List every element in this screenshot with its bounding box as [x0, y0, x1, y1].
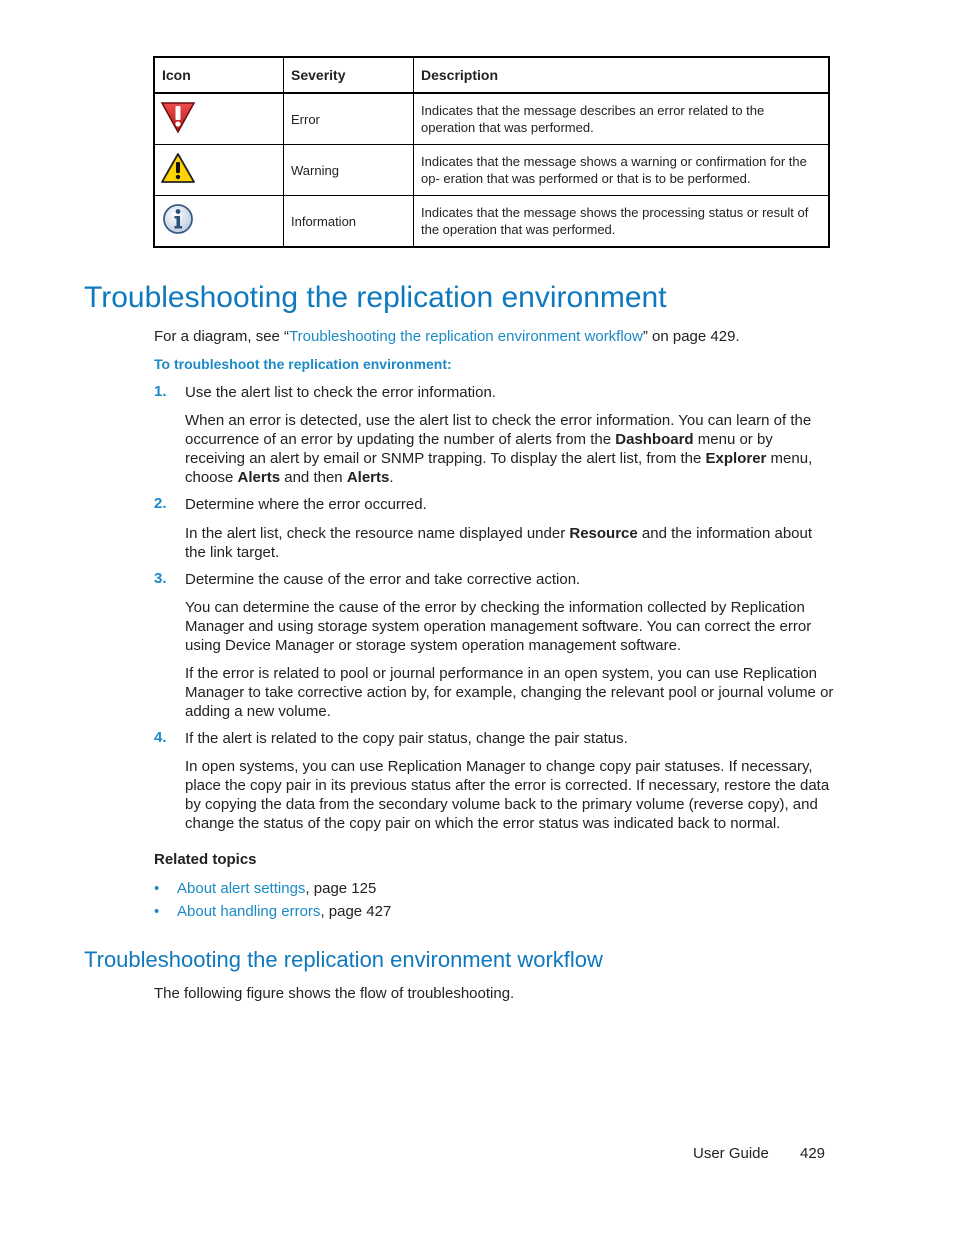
step-number: 1.	[154, 383, 167, 400]
description-cell: Indicates that the message shows a warning or confirmation for the op- eration that was performed or that is to be performed.	[414, 145, 830, 196]
warning-icon	[159, 151, 197, 185]
severity-cell: Warning	[284, 145, 414, 196]
header-icon: Icon	[154, 57, 284, 93]
workflow-link[interactable]: Troubleshooting the replication environment workflow	[289, 328, 643, 345]
procedure-heading: To troubleshoot the replication environment:	[154, 356, 452, 372]
severity-table	[153, 56, 830, 248]
description-cell: Indicates that the message shows the processing status or result of the operation that was performed.	[414, 196, 830, 248]
handling-errors-link[interactable]: About handling errors	[177, 903, 321, 920]
step-number: 2.	[154, 495, 167, 512]
footer-guide: User Guide	[693, 1145, 769, 1162]
table-row	[154, 196, 829, 248]
page-number: 429	[800, 1145, 826, 1162]
alert-settings-link[interactable]: About alert settings	[177, 880, 306, 897]
step3-detail: If the error is related to pool or journal performance in an open system, you can use Replication Manager to take corrective action by, for example, changing the relevant pool or journal volume or adding a new volume.	[185, 665, 834, 720]
header-severity: Severity	[284, 57, 414, 93]
step2-detail: In the alert list, check the resource name displayed under Resource and the information about the link target.	[185, 525, 813, 561]
severity-cell: Information	[284, 196, 414, 248]
table-row	[154, 93, 829, 145]
list-item: About alert settings, page 125	[177, 880, 377, 897]
step-number: 3.	[154, 570, 167, 587]
severity-table-header	[154, 57, 829, 93]
subsection-title: Troubleshooting the replication environment workflow	[84, 947, 603, 972]
step1-detail: When an error is detected, use the alert list to check the error information. You can learn of the occurrence of an error by updating the number of alerts from the Dashboard menu or by receiving an alert by email or SNMP trapping. To display the alert list, from the Explorer menu, choose Alerts and then Alerts.	[185, 412, 813, 486]
list-item: •	[154, 880, 160, 897]
severity-cell: Error	[284, 93, 414, 145]
step-text: Determine where the error occurred.	[185, 496, 427, 513]
list-item: •	[154, 903, 160, 920]
information-icon	[159, 202, 197, 236]
related-topics-heading: Related topics	[154, 851, 257, 868]
error-icon	[159, 100, 197, 134]
intro-paragraph: For a diagram, see “Troubleshooting the replication environment workflow” on page 429.	[154, 328, 740, 345]
description-cell: Indicates that the message describes an error related to the operation that was performed.	[414, 93, 830, 145]
table-row	[154, 145, 829, 196]
step3-detail: You can determine the cause of the error by checking the information collected by Replication Manager and using storage system operation management software. You can correct the error using Device Manager or storage system operation management software.	[185, 599, 812, 654]
list-item: About handling errors, page 427	[177, 903, 392, 920]
subsection-text: The following figure shows the flow of troubleshooting.	[154, 985, 515, 1002]
step-text: If the alert is related to the copy pair status, change the pair status.	[185, 730, 628, 747]
step4-detail: In open systems, you can use Replication Manager to change copy pair statuses. If necessary, place the copy pair in its previous status after the error is corrected. If necessary, restore the data by copying the data from the secondary volume back to the primary volume (reverse copy), and change the status of the copy pair on which the error status was indicated back to normal.	[185, 758, 830, 832]
step-text: Determine the cause of the error and take corrective action.	[185, 571, 581, 588]
section-title: Troubleshooting the replication environment	[84, 281, 667, 314]
step-number: 4.	[154, 729, 167, 746]
step-text: Use the alert list to check the error information.	[185, 384, 496, 401]
header-description: Description	[414, 57, 830, 93]
